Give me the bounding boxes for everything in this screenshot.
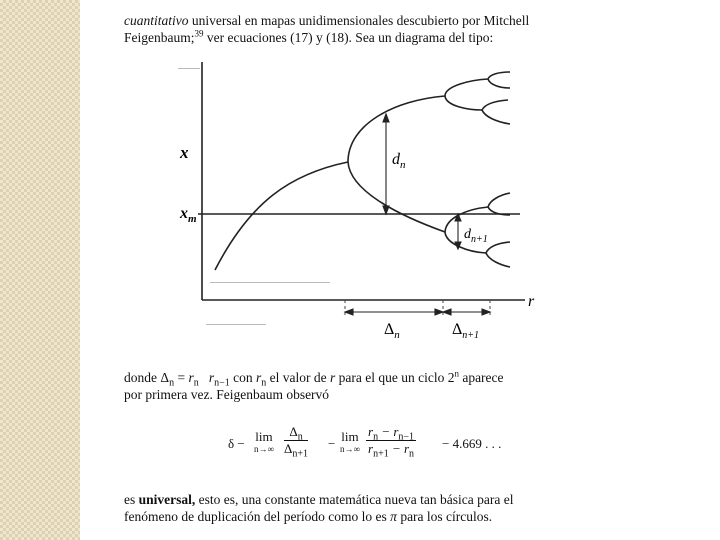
- definition-line-2: por primera vez. Feigenbaum observó: [124, 387, 330, 402]
- bifurcation-diagram: [170, 52, 550, 350]
- formula-delta: δ −: [228, 436, 245, 451]
- scan-noise: [210, 282, 330, 283]
- definition-line-1: donde $\Delta_n = r_n$ $r_{n-1}$ con $r_n$ el valor de r para el que un ciclo 2$^n$ aparece: [124, 368, 504, 389]
- formula-lim-2: lim n→∞: [340, 429, 360, 454]
- formula-frac-2: $\frac{r_n - r_{n-1}}{r_{n+1} - r_n}$: [368, 424, 415, 460]
- Dn-arrow-left: [345, 309, 353, 315]
- label-r: r: [528, 293, 535, 310]
- lower-sub-bot-1: [486, 242, 510, 253]
- main-branch: [215, 162, 348, 270]
- scan-noise: [178, 68, 200, 69]
- upper-sub-top-1: [488, 72, 510, 79]
- universal-line-2: fenómeno de duplicación del período como lo es π para los círculos.: [124, 509, 493, 524]
- label-x: x: [180, 143, 189, 162]
- label-Delta-n1: $\Delta_{n+1}$: [452, 321, 480, 341]
- feigenbaum-formula: [228, 424, 528, 468]
- Dn1-arrow-left: [443, 309, 451, 315]
- lower-sub-top-1: [488, 193, 510, 207]
- upper-sub-bot-1: [482, 100, 508, 110]
- label-dn1: $d_{n+1}$: [464, 227, 488, 245]
- paragraph-intro: [124, 12, 529, 46]
- label-Delta-n: $\Delta_n$: [384, 321, 400, 341]
- formula-value: − 4.669 . . .: [442, 436, 502, 451]
- paragraph-definition: [124, 369, 504, 403]
- bifurcation-diagram-svg: [170, 52, 550, 350]
- formula-eq: −: [328, 436, 336, 451]
- intro-line-1: cuantitativo universal en mapas unidimensionales descubierto por Mitchell: [124, 13, 530, 28]
- upper-sub-top-2: [488, 79, 510, 88]
- formula-lim-1: lim n→∞: [254, 429, 274, 454]
- formula-frac-1: $\frac{\Delta_n}{\Delta_{n+1}}$: [284, 424, 309, 460]
- upper-sub-top: [445, 79, 488, 96]
- intro-line-2: Feigenbaum;$^{39}$ ver ecuaciones (17) y (18). Sea un diagrama del tipo:: [124, 28, 494, 45]
- label-dn: $d_n$: [392, 151, 406, 171]
- lower-branch: [348, 162, 445, 232]
- Dn1-arrow-right: [482, 309, 490, 315]
- lower-sub-bot-2: [486, 253, 510, 267]
- upper-sub-bot-2: [482, 110, 510, 124]
- dn-arrow-head-bottom: [383, 206, 389, 214]
- scan-noise: [206, 324, 266, 325]
- universal-line-1: es universal, esto es, una constante matemática nueva tan básica para el: [124, 492, 514, 507]
- upper-sub-bottom: [445, 96, 482, 110]
- paragraph-universal: [124, 491, 514, 525]
- label-xm: $x_m$: [180, 205, 197, 225]
- dn-arrow-head-top: [383, 114, 389, 122]
- decorative-side-strip: [0, 0, 80, 540]
